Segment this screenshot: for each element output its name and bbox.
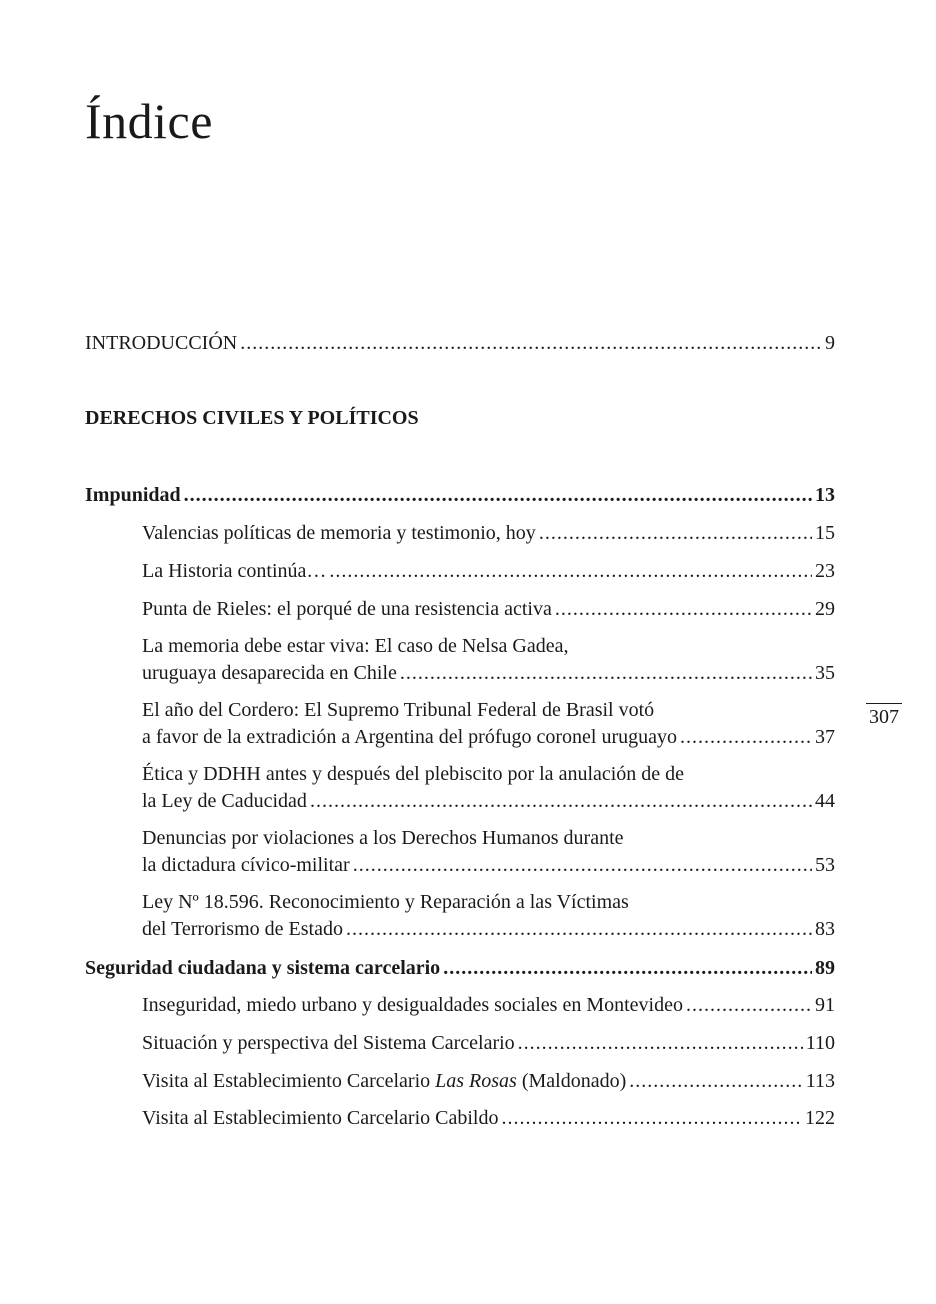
- toc-subentry-label-line1: El año del Cordero: El Supremo Tribunal Federal de Brasil votó: [142, 699, 655, 721]
- dot-leader: [240, 330, 822, 357]
- toc-entry-label: Impunidad: [85, 484, 181, 506]
- toc-subentry-page: 29: [815, 598, 835, 620]
- toc-entry-seguridad[interactable]: [85, 955, 835, 982]
- toc-subentry-page: 37: [815, 726, 835, 748]
- toc-subentry-page: 83: [815, 918, 835, 940]
- toc-subentry-label-line1: Denuncias por violaciones a los Derechos Humanos durante: [142, 827, 624, 849]
- toc-entry-introduccion[interactable]: [85, 330, 835, 357]
- dot-leader: [184, 482, 812, 509]
- toc-subentry-page: 53: [815, 854, 835, 876]
- toc-subentry[interactable]: [142, 697, 835, 751]
- toc-entry-page: 13: [815, 484, 835, 506]
- toc-subentry-label-line2: del Terrorismo de Estado: [142, 918, 343, 940]
- toc-subentry-page: 23: [815, 560, 835, 582]
- toc-subentry[interactable]: [142, 1030, 835, 1057]
- section-heading: DERECHOS CIVILES Y POLÍTICOS: [85, 407, 419, 429]
- toc-subentry-label: La Historia continúa…: [142, 560, 327, 582]
- toc-subentry-label-line1: Ley Nº 18.596. Reconocimiento y Reparación a las Víctimas: [142, 891, 629, 913]
- toc-entry-page: 9: [825, 332, 835, 354]
- toc-subentry-label: [142, 1068, 626, 1095]
- dot-leader: [329, 558, 812, 585]
- dot-leader: [629, 1068, 802, 1095]
- label-italic-part: Las Rosas: [435, 1070, 517, 1092]
- toc-subentry-label-line1: Ética y DDHH antes y después del plebiscito por la anulación de de: [142, 763, 685, 785]
- dot-leader: [443, 955, 812, 982]
- toc-subentry[interactable]: [142, 558, 835, 585]
- dot-leader: [539, 520, 812, 547]
- toc-entry-label: Seguridad ciudadana y sistema carcelario: [85, 957, 441, 979]
- toc-subentry-label-line2: uruguaya desaparecida en Chile: [142, 662, 397, 684]
- dot-leader: [310, 788, 812, 815]
- toc-subentry[interactable]: [142, 1105, 835, 1132]
- dot-leader: [680, 724, 812, 751]
- dot-leader: [400, 660, 812, 687]
- toc-subentry-label: Punta de Rieles: el porqué de una resistencia activa: [142, 598, 552, 620]
- dot-leader: [555, 596, 812, 623]
- toc-subentry-page: 110: [805, 1032, 835, 1054]
- toc-subentry-label: Situación y perspectiva del Sistema Carcelario: [142, 1032, 515, 1054]
- toc-subentry[interactable]: [142, 825, 835, 879]
- toc-subentry-page: 15: [815, 522, 835, 544]
- toc-subentry[interactable]: [142, 889, 835, 943]
- dot-leader: [353, 852, 812, 879]
- label-part: (Maldonado): [516, 1070, 627, 1092]
- toc-subentry-label-line2: a favor de la extradición a Argentina del prófugo coronel uruguayo: [142, 726, 677, 748]
- page-number: 307: [866, 703, 902, 729]
- toc-entry-impunidad[interactable]: [85, 482, 835, 509]
- toc-subentry[interactable]: [142, 1068, 835, 1095]
- toc-subentry-page: 91: [815, 994, 835, 1016]
- dot-leader: [346, 916, 812, 943]
- page-title: Índice: [85, 93, 213, 149]
- toc-subentry[interactable]: [142, 992, 835, 1019]
- dot-leader: [501, 1105, 802, 1132]
- toc-subentry-page: 35: [815, 662, 835, 684]
- toc-subentry-page: 113: [805, 1070, 835, 1092]
- toc-subentry-page: 122: [805, 1107, 835, 1129]
- toc-subentry[interactable]: [142, 596, 835, 623]
- toc-subentry[interactable]: [142, 520, 835, 547]
- toc-entry-page: 89: [815, 957, 835, 979]
- dot-leader: [686, 992, 812, 1019]
- label-part: Visita al Establecimiento Carcelario: [142, 1070, 436, 1092]
- toc-entry-label: INTRODUCCIÓN: [85, 332, 238, 354]
- toc-subentry-label-line1: La memoria debe estar viva: El caso de Nelsa Gadea,: [142, 635, 569, 657]
- toc-subentry-label: Visita al Establecimiento Carcelario Cabildo: [142, 1107, 499, 1129]
- toc-subentry-label-line2: la Ley de Caducidad: [142, 790, 307, 812]
- toc-subentry-page: 44: [815, 790, 835, 812]
- toc-subentry[interactable]: [142, 761, 835, 815]
- dot-leader: [518, 1030, 803, 1057]
- toc-subentry-label: Valencias políticas de memoria y testimonio, hoy: [142, 522, 536, 544]
- toc-subentry-label-line2: la dictadura cívico-militar: [142, 854, 350, 876]
- toc-subentry-label: Inseguridad, miedo urbano y desigualdades sociales en Montevideo: [142, 994, 683, 1016]
- toc-subentry[interactable]: [142, 633, 835, 687]
